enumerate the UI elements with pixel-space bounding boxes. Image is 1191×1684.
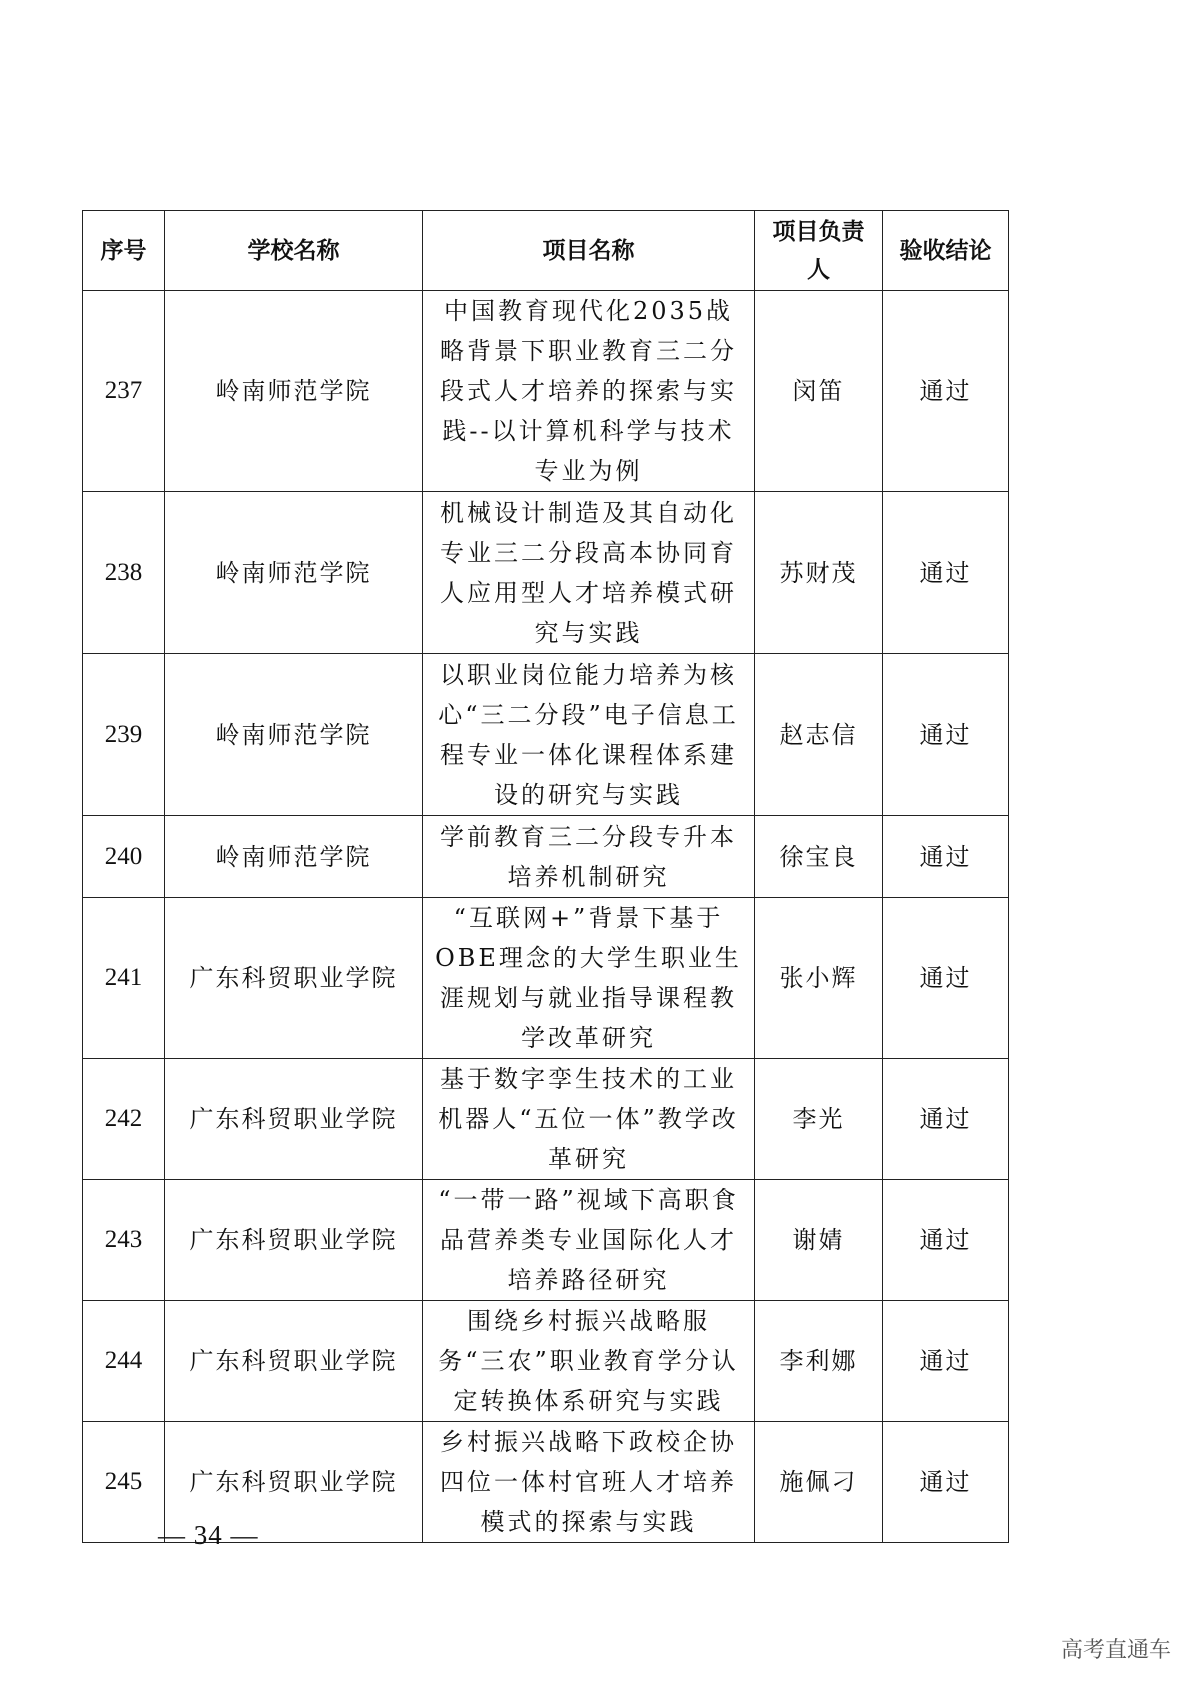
row-result: 通过 bbox=[883, 291, 1009, 492]
results-table bbox=[82, 210, 1009, 1543]
row-leader: 徐宝良 bbox=[755, 816, 883, 898]
row-serial: 237 bbox=[83, 291, 165, 492]
row-project: 中国教育现代化2035战略背景下职业教育三二分段式人才培养的探索与实践--以计算机科学与技术专业为例 bbox=[423, 291, 755, 492]
header-project: 项目名称 bbox=[423, 211, 755, 291]
table-row bbox=[83, 492, 1009, 654]
page-number: — 34 — bbox=[158, 1520, 259, 1550]
row-result: 通过 bbox=[883, 816, 1009, 898]
row-serial: 243 bbox=[83, 1180, 165, 1301]
header-school: 学校名称 bbox=[165, 211, 423, 291]
table-row bbox=[83, 1180, 1009, 1301]
row-school: 岭南师范学院 bbox=[165, 291, 423, 492]
row-result: 通过 bbox=[883, 1180, 1009, 1301]
row-project: 围绕乡村振兴战略服务“三农”职业教育学分认定转换体系研究与实践 bbox=[423, 1301, 755, 1422]
row-serial: 241 bbox=[83, 898, 165, 1059]
row-leader: 李光 bbox=[755, 1059, 883, 1180]
row-school: 广东科贸职业学院 bbox=[165, 898, 423, 1059]
row-serial: 242 bbox=[83, 1059, 165, 1180]
row-serial: 240 bbox=[83, 816, 165, 898]
row-leader: 赵志信 bbox=[755, 654, 883, 816]
row-serial: 244 bbox=[83, 1301, 165, 1422]
row-school: 广东科贸职业学院 bbox=[165, 1059, 423, 1180]
table-row bbox=[83, 1301, 1009, 1422]
row-school: 广东科贸职业学院 bbox=[165, 1180, 423, 1301]
header-result: 验收结论 bbox=[883, 211, 1009, 291]
row-serial: 238 bbox=[83, 492, 165, 654]
row-project: “互联网+”背景下基于OBE理念的大学生职业生涯规划与就业指导课程教学改革研究 bbox=[423, 898, 755, 1059]
row-project: 以职业岗位能力培养为核心“三二分段”电子信息工程专业一体化课程体系建设的研究与实践 bbox=[423, 654, 755, 816]
table-row bbox=[83, 291, 1009, 492]
row-result: 通过 bbox=[883, 1301, 1009, 1422]
table-row bbox=[83, 1059, 1009, 1180]
row-leader: 施佩刁 bbox=[755, 1422, 883, 1543]
header-serial: 序号 bbox=[83, 211, 165, 291]
table-row bbox=[83, 898, 1009, 1059]
table-row bbox=[83, 816, 1009, 898]
row-result: 通过 bbox=[883, 1422, 1009, 1543]
row-project: 学前教育三二分段专升本培养机制研究 bbox=[423, 816, 755, 898]
row-leader: 闵笛 bbox=[755, 291, 883, 492]
row-project: “一带一路”视域下高职食品营养类专业国际化人才培养路径研究 bbox=[423, 1180, 755, 1301]
row-school: 广东科贸职业学院 bbox=[165, 1422, 423, 1543]
row-result: 通过 bbox=[883, 654, 1009, 816]
row-project: 基于数字孪生技术的工业机器人“五位一体”教学改革研究 bbox=[423, 1059, 755, 1180]
row-leader: 张小辉 bbox=[755, 898, 883, 1059]
header-row bbox=[83, 211, 1009, 291]
row-school: 岭南师范学院 bbox=[165, 492, 423, 654]
table-row bbox=[83, 654, 1009, 816]
row-result: 通过 bbox=[883, 492, 1009, 654]
row-leader: 苏财茂 bbox=[755, 492, 883, 654]
row-leader: 李利娜 bbox=[755, 1301, 883, 1422]
row-school: 岭南师范学院 bbox=[165, 654, 423, 816]
row-school: 岭南师范学院 bbox=[165, 816, 423, 898]
row-project: 机械设计制造及其自动化专业三二分段高本协同育人应用型人才培养模式研究与实践 bbox=[423, 492, 755, 654]
row-project: 乡村振兴战略下政校企协四位一体村官班人才培养模式的探索与实践 bbox=[423, 1422, 755, 1543]
row-school: 广东科贸职业学院 bbox=[165, 1301, 423, 1422]
row-serial: 239 bbox=[83, 654, 165, 816]
row-serial: 245 bbox=[83, 1422, 165, 1543]
header-leader: 项目负责人 bbox=[755, 211, 883, 291]
row-result: 通过 bbox=[883, 898, 1009, 1059]
row-result: 通过 bbox=[883, 1059, 1009, 1180]
watermark: 高考直通车 bbox=[1060, 1638, 1171, 1663]
row-leader: 谢婧 bbox=[755, 1180, 883, 1301]
